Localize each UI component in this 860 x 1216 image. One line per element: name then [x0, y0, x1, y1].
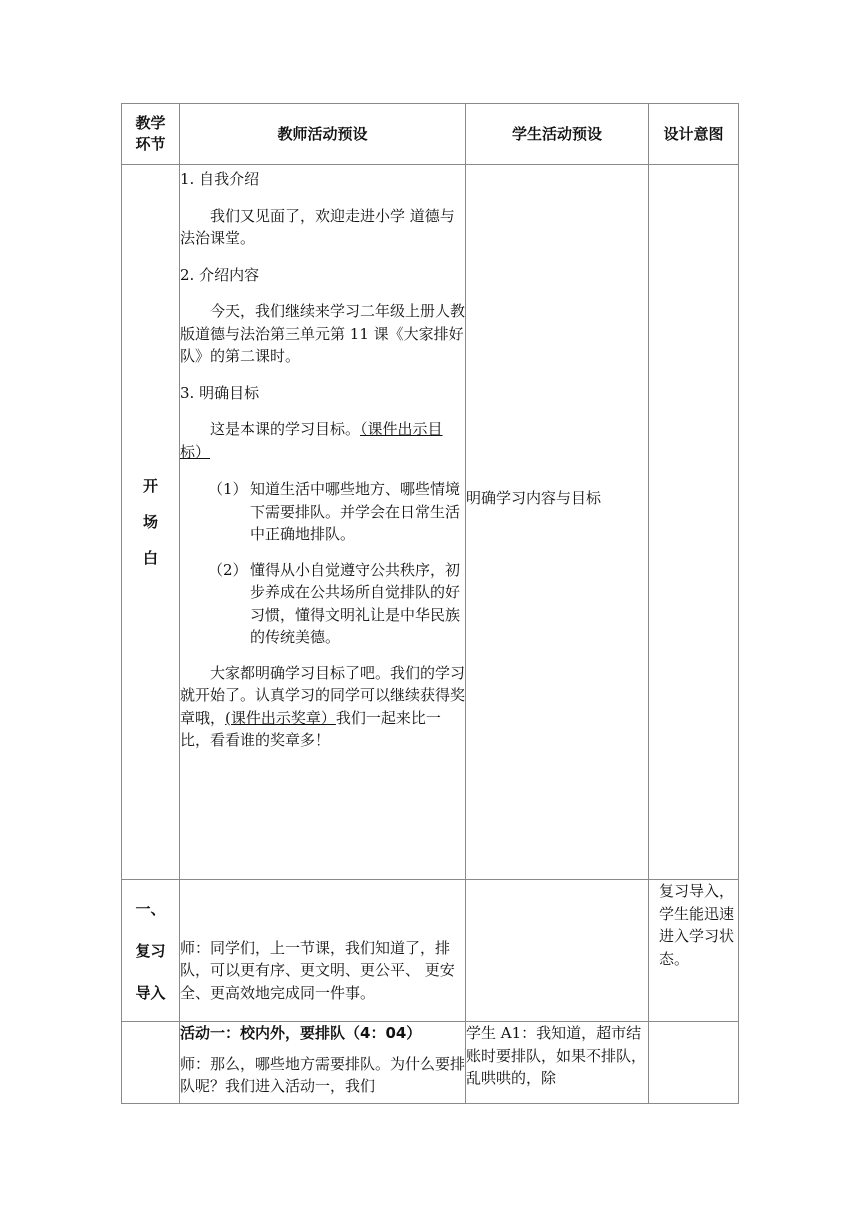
table-header-row [122, 104, 739, 165]
goal-number: （1） [208, 480, 248, 498]
item3-text: 这是本课的学习目标。 [210, 420, 361, 438]
header-stage: 教学环节 [122, 104, 180, 165]
student-cell-opening [466, 165, 649, 880]
goal-item [180, 478, 465, 546]
goal-number: （2） [208, 560, 248, 579]
stage-cell-activity [122, 1022, 180, 1104]
teacher-activity-text: 师：那么，哪些地方需要排队。为什么要排队呢？我们进入活动一，我们 [180, 1054, 466, 1095]
item1-title: 1. 自我介绍 [180, 170, 260, 188]
item3-paragraph [180, 418, 465, 463]
stage-char: 复习 [135, 941, 166, 960]
student-activity-text: 学生 A1：我知道，超市结账时要排队，如果不排队，乱哄哄的，除 [466, 1024, 647, 1087]
teacher-cell-activity [180, 1022, 466, 1104]
table-row-activity [122, 1022, 739, 1104]
courseware-goal-note: （课件出示目标） [180, 420, 443, 461]
table-row-review [122, 880, 739, 1022]
intent-cell-opening [649, 165, 739, 880]
item2-text: 今天，我们继续来学习二年级上册人教版道德与法治第三单元第 11 课《大家排好队》的第二课时。 [180, 302, 466, 365]
intent-cell-activity [649, 1022, 739, 1104]
stage-char: 白 [142, 549, 158, 567]
item1-text: 我们又见面了，欢迎走进小学 道德与法治课堂。 [180, 206, 455, 247]
teacher-cell-opening [180, 165, 466, 880]
item3-title: 3. 明确目标 [180, 383, 260, 402]
stage-char: 开 [142, 477, 158, 495]
header-teacher: 教师活动预设 [180, 104, 466, 165]
teacher-review-text: 师：同学们，上一节课，我们知道了，排队，可以更有序、更文明、更公平、 更安全、更高效地完成同一件事。 [180, 938, 455, 1002]
activity-title: 活动一：校内外，要排队（4：04） [180, 1024, 422, 1042]
goal-text: 懂得从小自觉遵守公共秩序，初步养成在公共场所自觉排队的好习惯，懂得文明礼让是中华民族的传统美德。 [250, 560, 461, 646]
stage-cell-opening [122, 165, 180, 880]
closing-paragraph [180, 662, 465, 752]
stage-cell-review [122, 880, 180, 1022]
header-intent: 设计意图 [649, 104, 739, 165]
stage-char: 导入 [135, 983, 166, 1002]
header-student: 学生活动预设 [466, 104, 649, 165]
student-cell-review [466, 880, 649, 1022]
student-cell-activity [466, 1022, 649, 1104]
closing-text-end: 我们一起来比一比，看看谁的奖章多！ [180, 708, 441, 749]
item2-title: 2. 介绍内容 [180, 265, 260, 284]
goal-text: 知道生活中哪些地方、哪些情境下需要排队。并学会在日常生活中正确地排队。 [250, 480, 461, 543]
closing-text: 大家都明确学习目标了吧。我们的学习就开始了。认真学习的同学可以继续获得奖章哦， [180, 663, 466, 727]
goal-item [180, 559, 465, 649]
student-text: 明确学习内容与目标 [466, 489, 602, 507]
intent-cell-review: 复习导入，学生能迅速进入学习状态。 [649, 880, 739, 1022]
teacher-cell-review [180, 880, 466, 1022]
stage-char: 一、 [135, 899, 166, 918]
lesson-plan-table [121, 103, 739, 1104]
courseware-medal-note: (课件出示奖章） [225, 708, 336, 727]
table-row-opening [122, 165, 739, 880]
stage-char: 场 [142, 513, 158, 531]
